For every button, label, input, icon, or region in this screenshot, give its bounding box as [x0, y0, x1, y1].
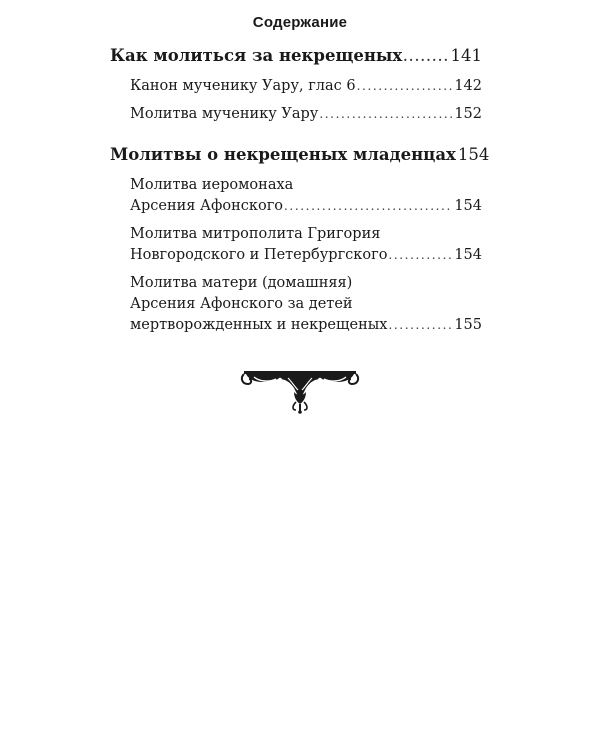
dot-leader	[357, 76, 454, 97]
toc-entry	[130, 104, 482, 125]
toc-entry	[130, 273, 482, 336]
toc-entry-title-line: Арсения Афонского	[130, 198, 284, 214]
toc-page-number: 152	[454, 106, 482, 122]
dot-leader	[388, 245, 453, 266]
toc-section	[110, 44, 482, 69]
dot-leader	[388, 315, 453, 336]
toc-entry	[130, 76, 482, 97]
toc-page-number: 155	[454, 317, 482, 333]
table-of-contents	[110, 44, 490, 336]
toc-entry	[130, 175, 482, 217]
toc-entry-title-line: Арсения Афонского за детей	[130, 296, 353, 312]
toc-page-number: 141	[450, 46, 482, 65]
dot-leader	[403, 45, 449, 69]
toc-entry-title: Канон мученику Уару, глас 6	[130, 78, 356, 94]
toc-entry	[130, 224, 482, 266]
toc-page-number: 142	[454, 78, 482, 94]
floral-ornament-icon	[240, 368, 360, 414]
page-title: Содержание	[252, 14, 348, 31]
toc-section-title: Молитвы о некрещеных младенцах	[110, 145, 456, 164]
toc-section	[110, 143, 490, 168]
toc-entry-title-line: Новгородского и Петербургского	[130, 247, 388, 263]
toc-page-number: 154	[457, 145, 490, 164]
toc-section-title: Как молиться за некрещеных	[110, 46, 403, 65]
toc-entry-title-line: Молитва иеромонаха	[130, 177, 294, 193]
dot-leader	[284, 196, 453, 217]
toc-entry-title: Молитва мученику Уару	[130, 106, 319, 122]
toc-entry-title-line: Молитва матери (домашняя)	[130, 275, 353, 291]
toc-entry-title-line: Молитва митрополита Григория	[130, 226, 381, 242]
toc-page-number: 154	[454, 198, 482, 214]
toc-entry-title-line: мертворожденных и некрещеных	[130, 317, 388, 333]
dot-leader	[319, 104, 453, 125]
toc-page-number: 154	[454, 247, 482, 263]
